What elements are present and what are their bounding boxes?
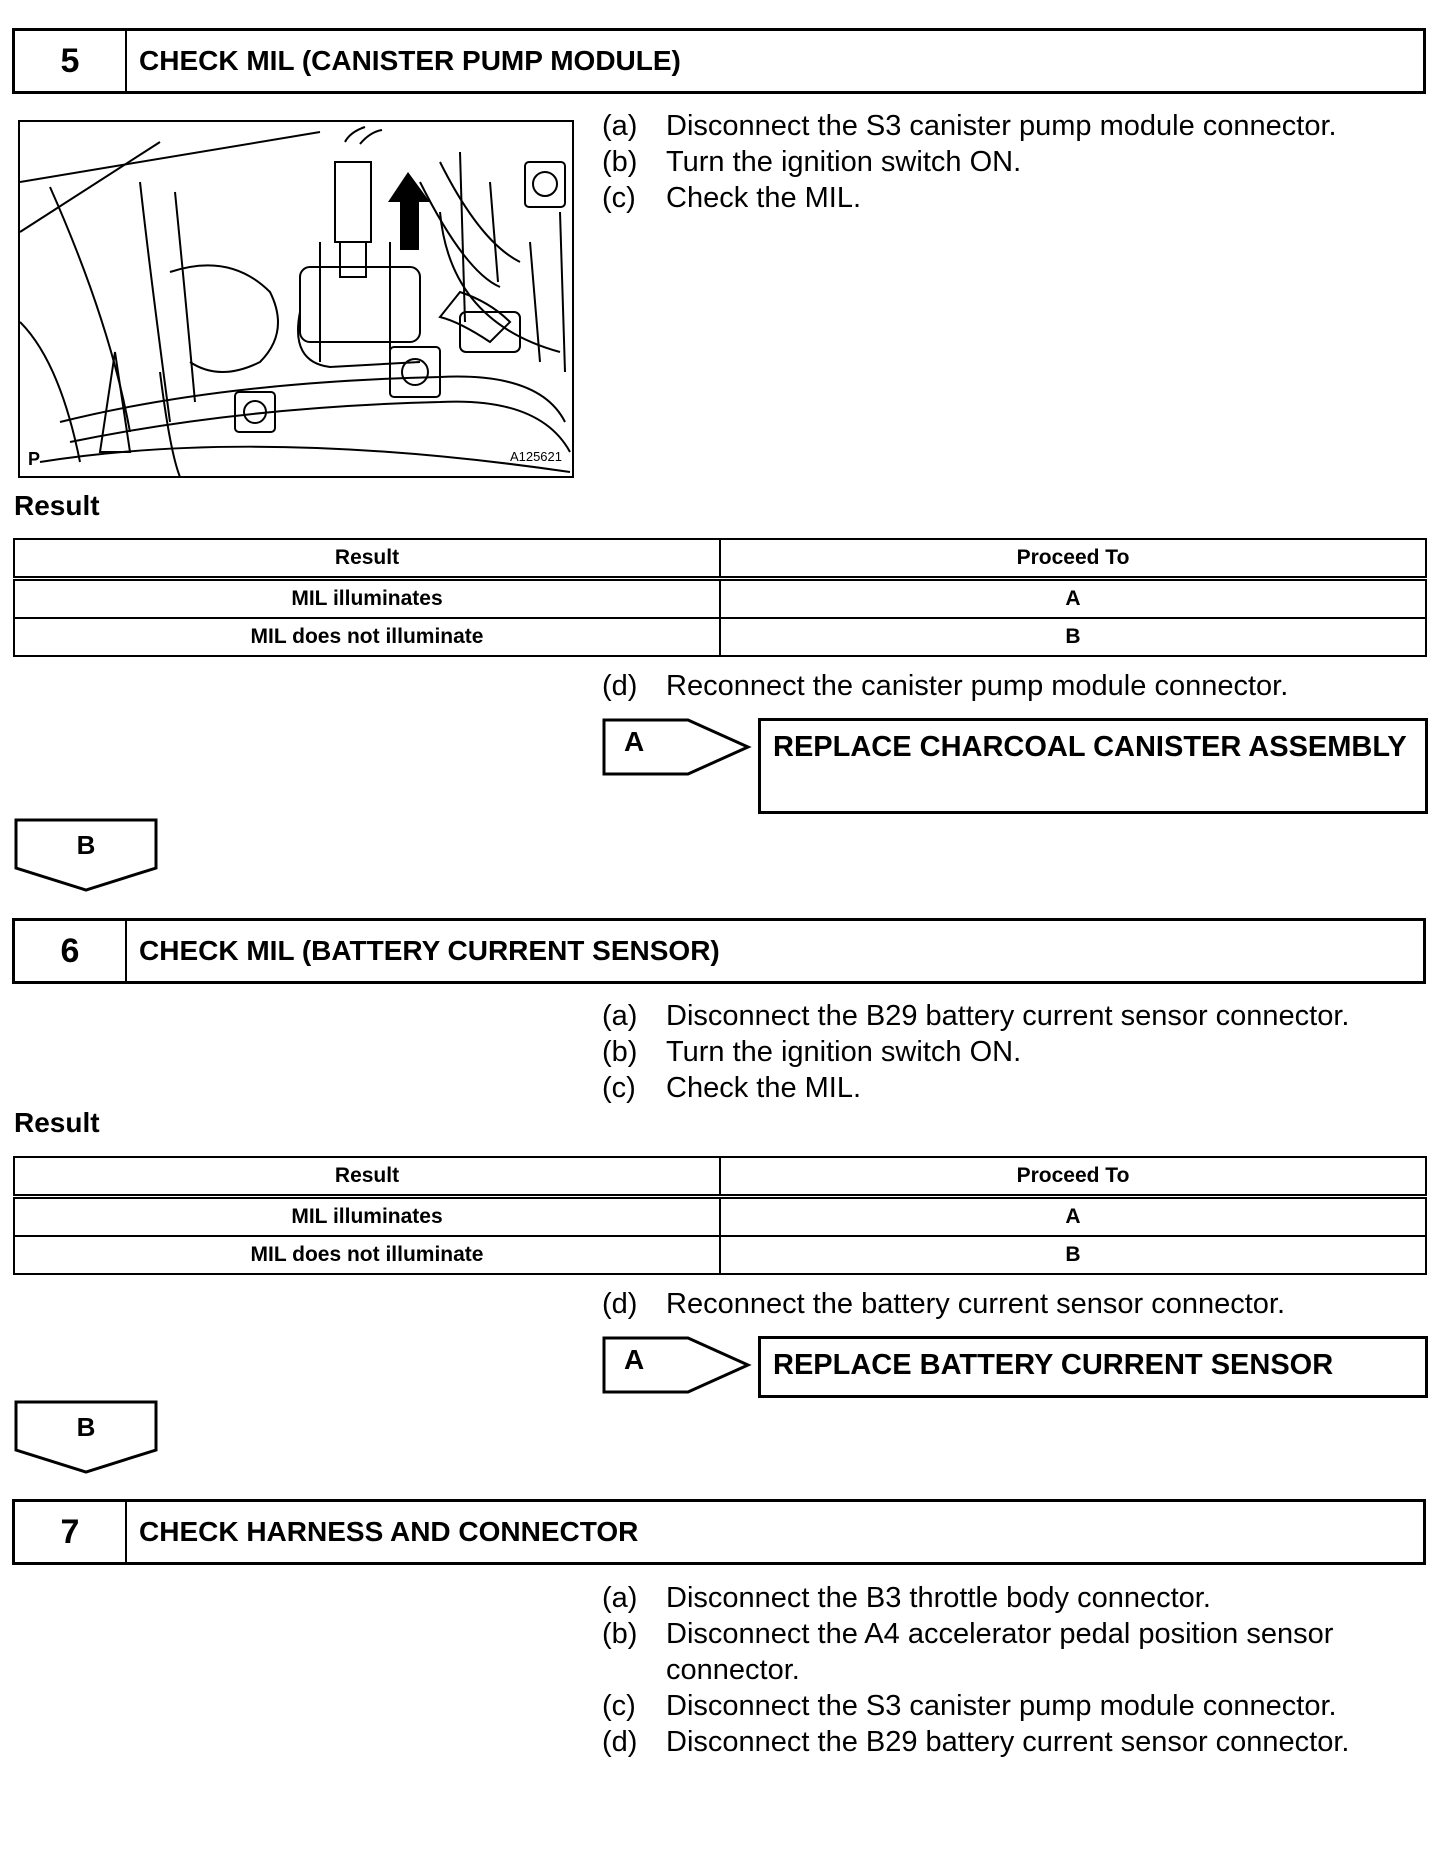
- instruction-item: (b) Disconnect the A4 accelerator pedal position sensor connector.: [602, 1618, 1334, 1686]
- step-5-instructions: [602, 108, 1426, 216]
- step-title: CHECK MIL (CANISTER PUMP MODULE): [139, 45, 681, 76]
- table-row: MIL does not illuminate B: [14, 618, 1426, 656]
- canister-pump-illustration: [18, 120, 574, 478]
- step-number: 7: [15, 1502, 127, 1562]
- table-row: MIL illuminates A: [14, 579, 1426, 619]
- result-table: [13, 538, 1427, 657]
- proceed-a-label: A: [624, 726, 645, 757]
- instruction-item: (c) Disconnect the S3 canister pump module connector.: [602, 1690, 1337, 1722]
- proceed-a-tag: [602, 1336, 752, 1394]
- replace-action-box: REPLACE BATTERY CURRENT SENSOR: [758, 1336, 1428, 1398]
- step-6-header: [12, 918, 1426, 984]
- proceed-b-label: B: [76, 830, 96, 860]
- instruction-item: (a) Disconnect the B3 throttle body connector.: [602, 1582, 1211, 1614]
- proceed-a-label: A: [624, 1344, 645, 1375]
- step-title: CHECK MIL (BATTERY CURRENT SENSOR): [139, 935, 720, 966]
- instruction-item: (d) Disconnect the B29 battery current sensor connector.: [602, 1726, 1350, 1758]
- proceed-b-tag: [14, 1400, 158, 1474]
- step-6-reconnect: [602, 1286, 1426, 1322]
- instruction-item: (b) Turn the ignition switch ON.: [602, 146, 1022, 178]
- pull-up-arrow-icon: [20, 122, 574, 478]
- result-heading: Result: [14, 1107, 100, 1138]
- illustration-code: A125621: [509, 449, 562, 464]
- instruction-item: (b) Turn the ignition switch ON.: [602, 1036, 1022, 1068]
- table-header-proceed: Proceed To: [720, 1157, 1426, 1197]
- table-header-result: Result: [14, 539, 720, 579]
- result-table: [13, 1156, 1427, 1275]
- step-7-header: [12, 1499, 1426, 1565]
- instruction-item: (d) Reconnect the canister pump module connector.: [602, 670, 1289, 702]
- proceed-a-tag: [602, 718, 752, 776]
- instruction-item: (a) Disconnect the S3 canister pump module connector.: [602, 110, 1337, 142]
- instruction-item: (a) Disconnect the B29 battery current sensor connector.: [602, 1000, 1350, 1032]
- table-header-result: Result: [14, 1157, 720, 1197]
- step-6-instructions: [602, 998, 1456, 1106]
- instruction-item: (c) Check the MIL.: [602, 1072, 862, 1104]
- step-number: 6: [15, 921, 127, 981]
- step-number: 5: [15, 31, 127, 91]
- result-heading: Result: [14, 490, 100, 521]
- replace-action-box: REPLACE CHARCOAL CANISTER ASSEMBLY: [758, 718, 1428, 814]
- proceed-b-tag: [14, 818, 158, 892]
- instruction-item: (d) Reconnect the battery current sensor connector.: [602, 1288, 1286, 1320]
- table-row: MIL does not illuminate B: [14, 1236, 1426, 1274]
- step-5-reconnect: [602, 668, 1426, 704]
- table-header-proceed: Proceed To: [720, 539, 1426, 579]
- step-7-instructions: [602, 1580, 1456, 1760]
- table-row: MIL illuminates A: [14, 1197, 1426, 1237]
- proceed-b-label: B: [76, 1412, 96, 1442]
- step-title: CHECK HARNESS AND CONNECTOR: [139, 1516, 639, 1547]
- illustration-corner-label: P: [28, 449, 41, 469]
- instruction-item: (c) Check the MIL.: [602, 182, 862, 214]
- step-5-header: [12, 28, 1426, 94]
